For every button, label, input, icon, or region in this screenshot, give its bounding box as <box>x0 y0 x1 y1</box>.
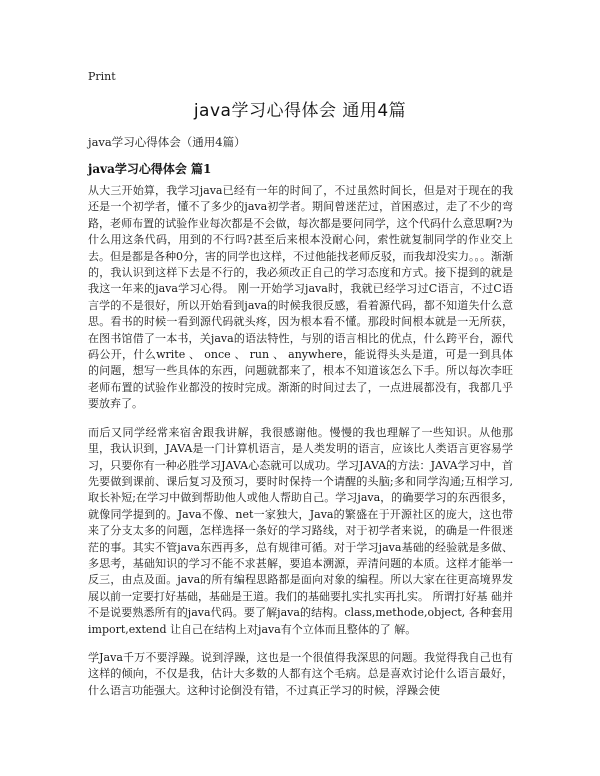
document-title: java学习心得体会 通用4篇 <box>193 101 407 121</box>
section-heading: java学习心得体会 篇1 <box>88 162 212 176</box>
document-body <box>88 183 513 713</box>
paragraph: 从大三开始算，我学习java已经有一年的时间了，不过虽然时间长，但是对于现在的我还是一个初学者，懂不了多少的java初学者。期间曾迷茫过，首困惑过，走了不少的弯路，老师布置的试验作业每次都是不会做，每次都是要问同学，这个代码什么意思啊?为什么用这条代码，用到的不行吗?甚至后来根本没耐心问，索性就复制同学的作业交上去。但是都是各种0分，害的同学也这样，不过他能找老师反驳，而我却没实力。。。渐渐的，我认识到这样下去是不行的，我必须改正自己的学习态度和方式。接下提到的就是我这一年来的java学习心得。 刚一开始学习java时，我就已经学习过C语言，不过C语言学的不是很好，所以开始看到java的时候我很反感，看着源代码，都不知道失什么意思。看书的时候一看到源代码就头疼，因为根本看不懂。那段时间根本就是一无所获，在图书馆借了一本书，关java的语法特性，与别的语言相比的优点，什么跨平台，源代码公开，什么write 、 once 、 run 、 anywhere，能说得头头是道，可是一到具体的问题，想写一些具体的东西，问题就都来了，根本不知道该怎么下手。所以每次李旺老师布置的试验作业都没的按时完成。渐渐的时间过去了，一点进展都没有，我都几乎要放弃了。 <box>88 184 513 411</box>
paragraph: 学Java千万不要浮躁。说到浮躁，这也是一个很值得我深思的问题。我觉得我自己也有这样的倾向，不仅是我，估计大多数的人都有这个毛病。总是喜欢讨论什么语言最好，什么语言功能强大。这种讨论倒没有错，不过真正学习的时候，浮躁会使 <box>88 650 513 697</box>
paragraph: 而后又同学经常来宿舍跟我讲解，我很感谢他。慢慢的我也理解了一些知识。从他那里，我认识到，JAVA是一门计算机语言，是人类发明的语言，应该比人类语言更容易学习，只要你有一种必胜学习JAVA心态就可以成功。学习JAVA的方法：JAVA学习中，首先要做到课前、课后复习及预习，要时时保持一个请醒的头脑;多和同学沟通;互相学习,取长补短;在学习中做到帮助他人或他人帮助自己。学习java，的确要学习的东西很多，就像同学提到的。Java不像、net一家独大，Java的繁盛在于开源社区的庞大，这也带来了分支太多的问题，怎样选择一条好的学习路线，对于初学者来说，的确是一件很迷茫的事。其实不管java东西再多，总有规律可循。对于学习java基础的经验就是多做、多思考，基础知识的学习不能不求甚解，要追本溯源，弄清问题的本质。这样才能举一反三，由点及面。java的所有编程思路都是面向对象的编程。所以大家在往更高境界发展以前一定要打好基础，基础是王道。我们的基础要扎实扎实再扎实。 所谓打好基 础并不是说要熟悉所有的java代码。要了解java的结构。class,methode,object, 各种套用import,extend 让自己在结构上对java有个立体而且整体的了 解。 <box>88 425 513 636</box>
document-subtitle: java学习心得体会（通用4篇） <box>88 135 246 149</box>
print-label: Print <box>88 70 116 83</box>
